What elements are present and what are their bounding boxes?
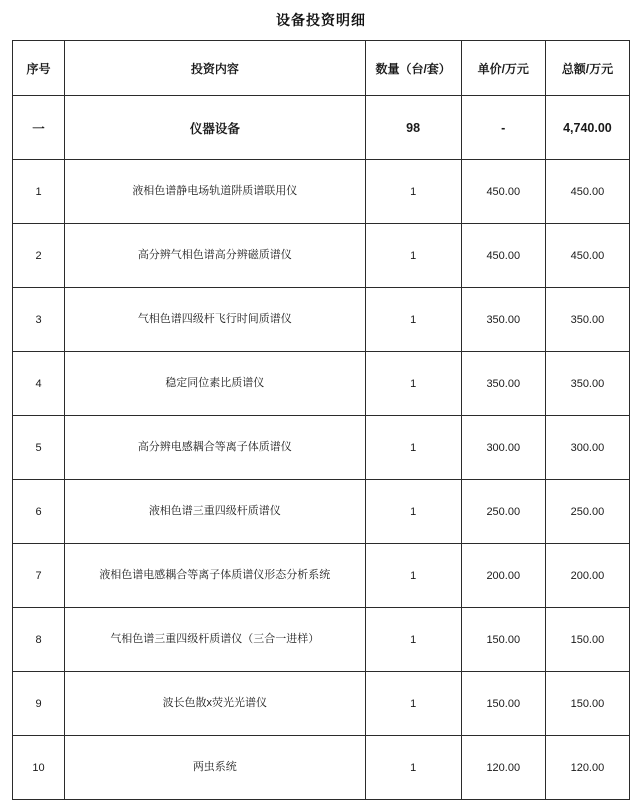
table-row [13, 736, 630, 800]
cell-no: 5 [13, 416, 65, 480]
cell-price: 120.00 [461, 736, 545, 800]
cell-total: 300.00 [545, 416, 629, 480]
table-body [13, 96, 630, 800]
table-row [13, 608, 630, 672]
cell-no: 9 [13, 672, 65, 736]
cell-price: 350.00 [461, 352, 545, 416]
cell-qty: 1 [365, 544, 461, 608]
table-row [13, 352, 630, 416]
cell-total: 350.00 [545, 288, 629, 352]
column-header-price: 单价/万元 [461, 41, 545, 96]
cell-no: 1 [13, 160, 65, 224]
cell-name: 高分辨电感耦合等离子体质谱仪 [65, 416, 365, 480]
cell-price: 150.00 [461, 672, 545, 736]
cell-qty: 1 [365, 736, 461, 800]
cell-total: 150.00 [545, 672, 629, 736]
cell-name: 气相色谱三重四级杆质谱仪（三合一进样） [65, 608, 365, 672]
cell-qty: 1 [365, 608, 461, 672]
page-title: 设备投资明细 [276, 12, 366, 28]
column-header-name: 投资内容 [65, 41, 365, 96]
cell-total: 350.00 [545, 352, 629, 416]
column-header-no: 序号 [13, 41, 65, 96]
cell-no: 6 [13, 480, 65, 544]
cell-no: 7 [13, 544, 65, 608]
table-row [13, 288, 630, 352]
cell-name: 仪器设备 [65, 96, 365, 160]
cell-name: 高分辨气相色谱高分辨磁质谱仪 [65, 224, 365, 288]
table-row [13, 224, 630, 288]
cell-total: 120.00 [545, 736, 629, 800]
cell-total: 150.00 [545, 608, 629, 672]
cell-price: 250.00 [461, 480, 545, 544]
cell-qty: 1 [365, 416, 461, 480]
cell-name: 两虫系统 [65, 736, 365, 800]
cell-price: 450.00 [461, 160, 545, 224]
cell-total: 450.00 [545, 224, 629, 288]
cell-qty: 1 [365, 480, 461, 544]
cell-qty: 98 [365, 96, 461, 160]
table-row [13, 544, 630, 608]
column-header-total: 总额/万元 [545, 41, 629, 96]
cell-name: 波长色散x荧光光谱仪 [65, 672, 365, 736]
cell-no: 8 [13, 608, 65, 672]
table-row [13, 96, 630, 160]
column-header-qty: 数量（台/套） [365, 41, 461, 96]
investment-detail-table [12, 40, 630, 800]
cell-no: 4 [13, 352, 65, 416]
table-header [13, 41, 630, 96]
cell-qty: 1 [365, 224, 461, 288]
cell-price: 300.00 [461, 416, 545, 480]
cell-price: 150.00 [461, 608, 545, 672]
cell-no: 一 [13, 96, 65, 160]
cell-no: 3 [13, 288, 65, 352]
table-row [13, 480, 630, 544]
cell-price: 350.00 [461, 288, 545, 352]
cell-qty: 1 [365, 288, 461, 352]
table-row [13, 160, 630, 224]
cell-no: 10 [13, 736, 65, 800]
table-header-row [13, 41, 630, 96]
cell-name: 液相色谱静电场轨道阱质谱联用仪 [65, 160, 365, 224]
table-row [13, 672, 630, 736]
cell-qty: 1 [365, 160, 461, 224]
cell-price: 450.00 [461, 224, 545, 288]
cell-price: 200.00 [461, 544, 545, 608]
cell-total: 4,740.00 [545, 96, 629, 160]
cell-name: 液相色谱三重四级杆质谱仪 [65, 480, 365, 544]
cell-total: 250.00 [545, 480, 629, 544]
cell-name: 气相色谱四级杆飞行时间质谱仪 [65, 288, 365, 352]
cell-price: - [461, 96, 545, 160]
cell-qty: 1 [365, 352, 461, 416]
cell-name: 稳定同位素比质谱仪 [65, 352, 365, 416]
cell-qty: 1 [365, 672, 461, 736]
cell-total: 450.00 [545, 160, 629, 224]
table-row [13, 416, 630, 480]
cell-name: 液相色谱电感耦合等离子体质谱仪形态分析系统 [65, 544, 365, 608]
cell-no: 2 [13, 224, 65, 288]
cell-total: 200.00 [545, 544, 629, 608]
